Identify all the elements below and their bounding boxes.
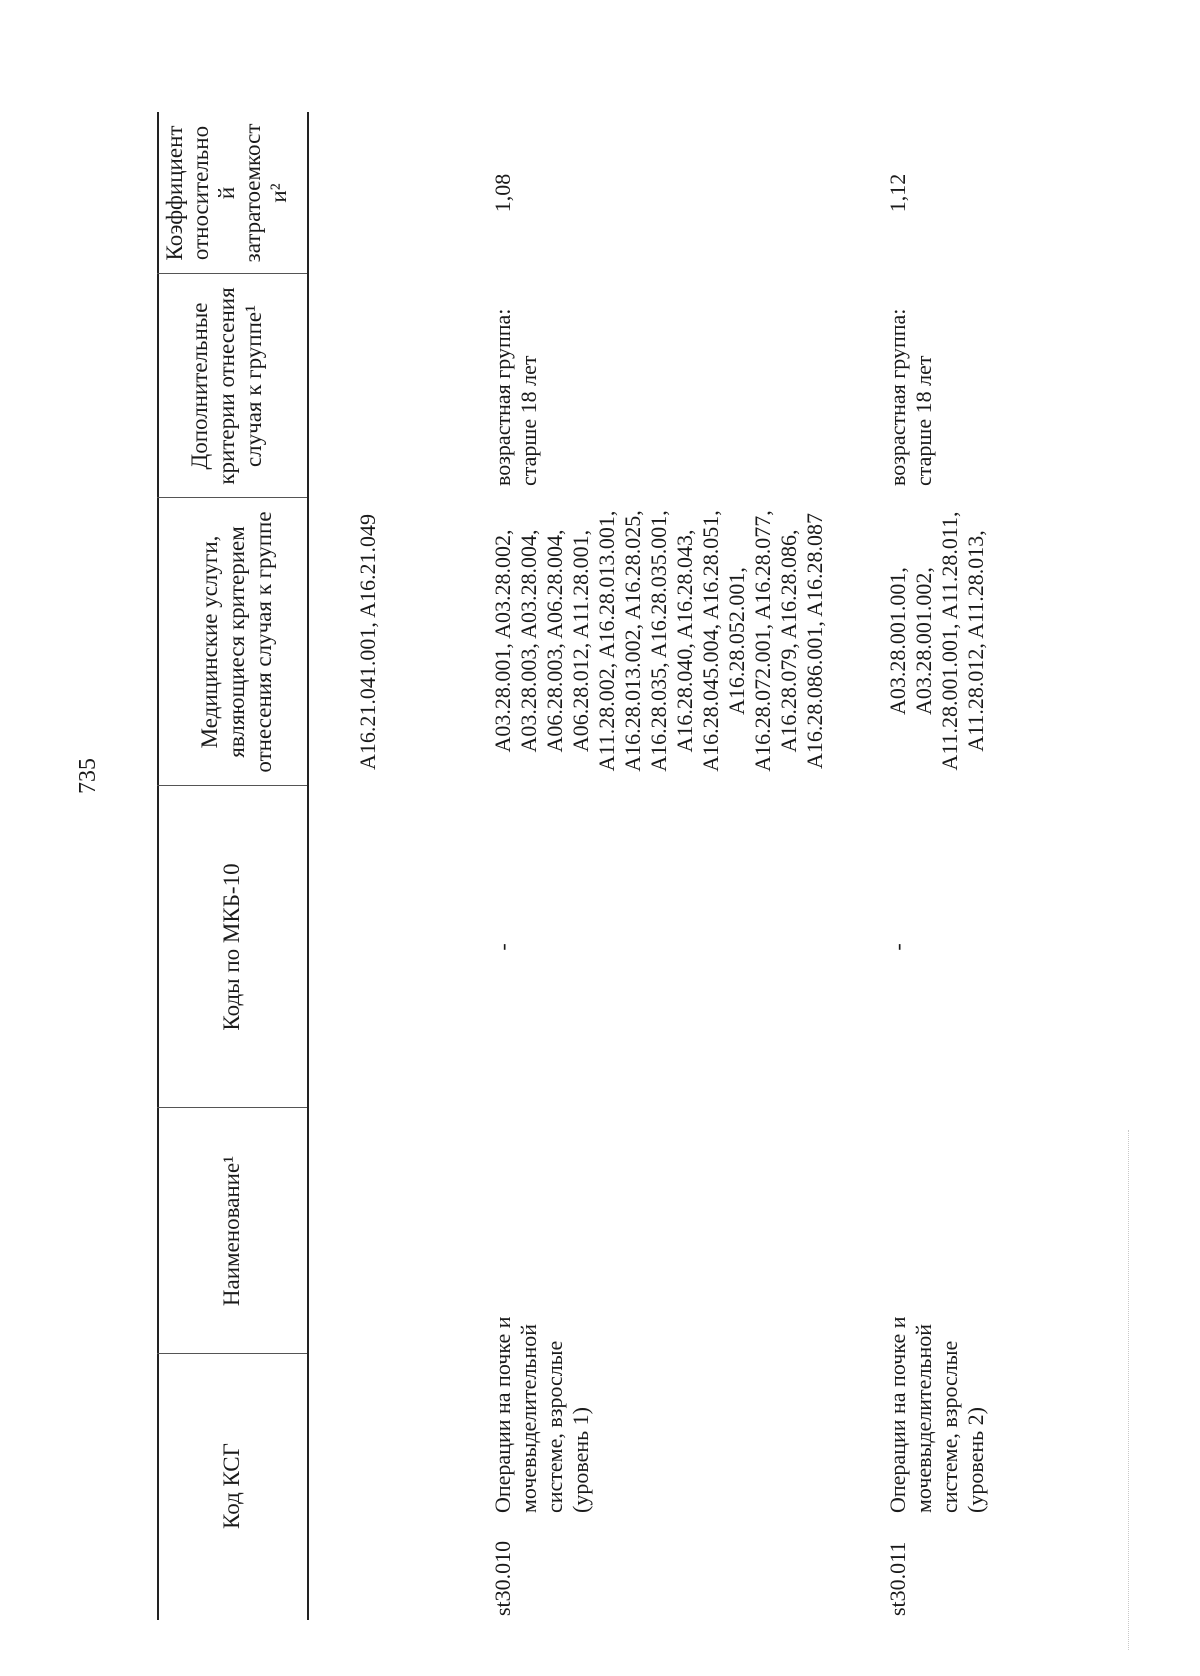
row-2-coef: 1,12 xyxy=(885,173,910,213)
header-criteria: Дополнительные критерии отнесения случая к группе¹ xyxy=(187,287,266,485)
header-code: Код КСГ xyxy=(219,1443,244,1529)
header-services: Медицинские услуги, являющиеся критерием отнесения случая к группе xyxy=(197,511,276,773)
table-top-rule xyxy=(157,112,159,1620)
row-1-criteria: возрастная группа: старше 18 лет xyxy=(490,308,541,486)
col-sep-5 xyxy=(157,273,307,274)
row-1-icd: - xyxy=(490,943,515,951)
col-sep-4 xyxy=(157,497,307,498)
header-icd: Коды по МКБ-10 xyxy=(219,863,244,1031)
row-1-name: Операции на почке и мочевыделительной системе, взрослые (уровень 1) xyxy=(490,1316,593,1513)
col-sep-1 xyxy=(157,1353,307,1354)
row-2-criteria: возрастная группа: старше 18 лет xyxy=(885,308,936,486)
continuation-services: A16.21.041.001, A16.21.049 xyxy=(355,513,380,771)
header-name: Наименование¹ xyxy=(219,1155,244,1307)
row-2-code: st30.011 xyxy=(885,1541,910,1616)
row-1-services: A03.28.001, A03.28.002, A03.28.003, A03.28.004, A06.28.003, A06.28.004, A06.28.012, A11.28.001, A11.28.002, A16.28.013.001, A16.28.013.002, A16.28.025, A16.28.035, A16.28.035.001, A16.28.040, A16.28.043, A16.28.045.004, A16.28.051, A16.28.052.001, A16.28.072.001, A16.28.077, A16.28.079, A16.28.086, A16.28.086.001, A16.28.087 xyxy=(490,510,827,772)
page-number: 735 xyxy=(75,758,101,794)
row-2-services: A03.28.001.001, A03.28.001.002, A11.28.001.001, A11.28.011, A11.28.012, A11.28.013, xyxy=(885,511,988,771)
row-1-coef: 1,08 xyxy=(490,173,515,213)
col-sep-2 xyxy=(157,1107,307,1108)
row-2-name: Операции на почке и мочевыделительной системе, взрослые (уровень 2) xyxy=(885,1316,988,1513)
row-1-code: st30.010 xyxy=(490,1540,515,1616)
col-sep-3 xyxy=(157,785,307,786)
header-coef: Коэффициент относительно й затратоемкост и² xyxy=(162,123,291,263)
row-2-icd: - xyxy=(885,943,910,951)
scan-edge-line xyxy=(1128,1130,1129,1650)
header-bottom-rule xyxy=(307,112,309,1620)
